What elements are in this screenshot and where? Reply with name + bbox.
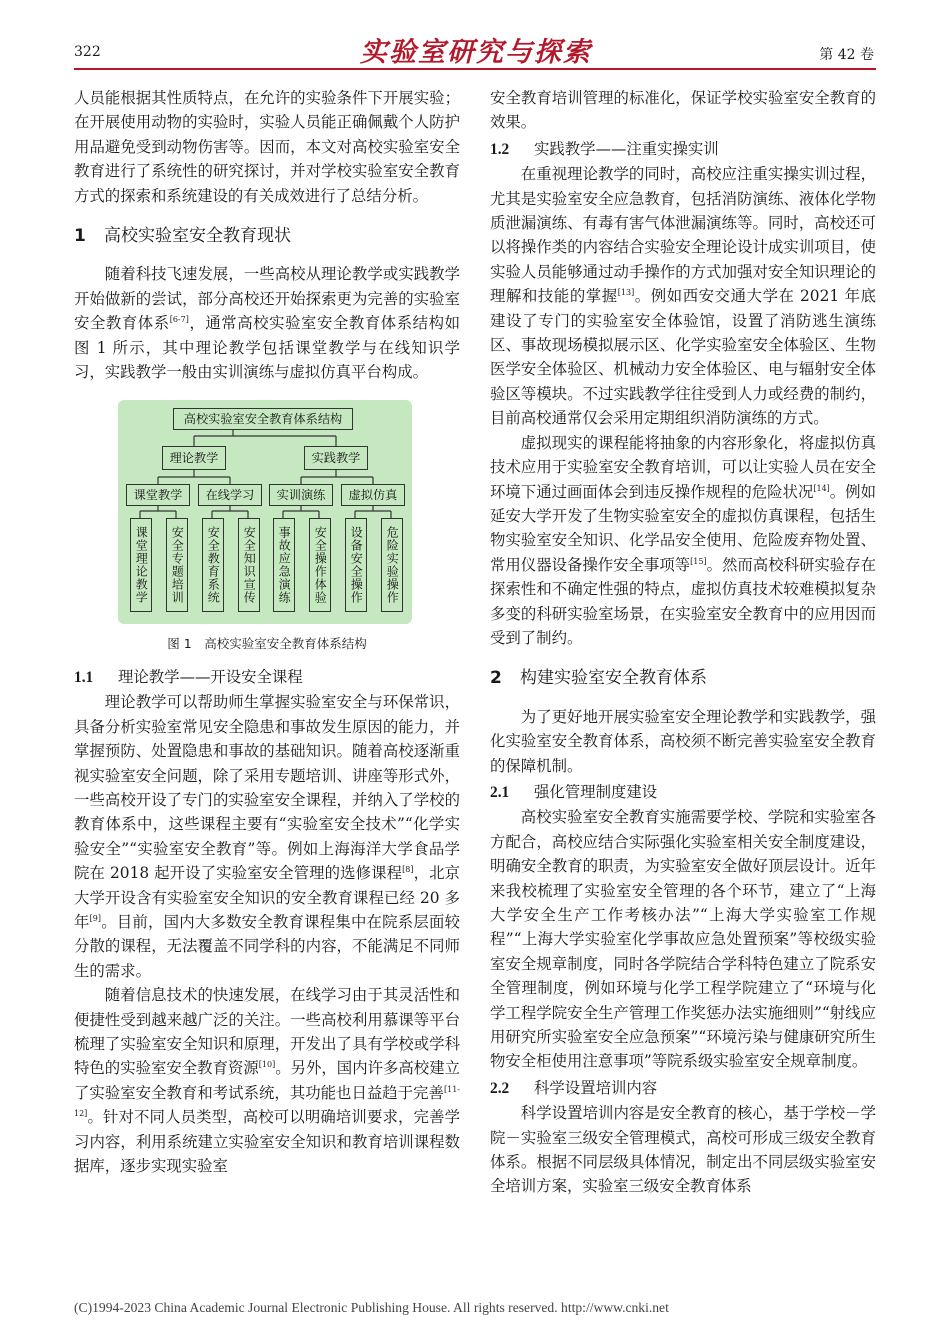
journal-title: 实验室研究与探索 <box>360 37 592 68</box>
paragraph: 随着科技飞速发展，一些高校从理论教学或实践教学开始做新的尝试，部分高校还开始探索更为完善的实验室安全教育体系[6-7]，通常高校实验室安全教育体系结构如图 1 所示，其中理论教学包括课堂教学与在线知识学习，实践教学一般由实训演练与虚拟仿真平台构成。 <box>74 265 460 382</box>
citation: [14] <box>813 483 830 493</box>
citation: [13] <box>617 288 635 298</box>
copyright-footer: (C)1994-2023 China Academic Journal Electronic Publishing House. All rights reserved. http://www.cnki.net <box>74 1300 669 1315</box>
paragraph: 理论教学可以帮助师生掌握实验室安全与环保常识，具备分析实验室常见安全隐患和事故发生原因的能力，并掌握预防、处置隐患和事故的基础知识。随着高校逐渐重视实验室安全问题，除了采用专题培训、讲座等形式外，一些高校开设了专门的实验室安全课程，并纳入了学校的教育体系中，这些课程主要有“实验室安全技术”“化学实验安全”“实验室安全教育”等。例如上海海洋大学食品学院在 2018 起开设了实验室安全管理的选修课程[8]，北京大学开设含有实验室安全知识的安全教育课程已经 20 多年[9]。目前，国内大多数安全教育课程集中在院系层面较分散的课程，无法覆盖不同学科的内容，不能满足不同师生的需求。 <box>74 693 460 980</box>
subsection-number: 2.1 <box>490 783 510 801</box>
intro-paragraph: 人员能根据其性质特点，在允许的实验条件下开展实验；在开展使用动物的实验时，实验人员能正确佩戴个人防护用品避免受到动物伤害等。因而，本文对高校实验室安全教育进行了系统性的研究探讨，并对学校实验室安全教育方式的探索和系统建设的有关成效进行了总结分析。 <box>74 89 460 205</box>
diagram-leaf: 安全操作体验 <box>309 518 331 612</box>
subsection-1-1-heading <box>74 665 460 690</box>
section-title: 高校实验室安全教育现状 <box>104 226 291 247</box>
paragraph: 虚拟现实的课程能将抽象的内容形象化，将虚拟仿真技术应用于实验室安全教育培训，可以让实验人员在安全环境下通过画面体会到违反操作规程的危险状况[14]。例如延安大学开发了生物实验室安全的虚拟仿真课程，包括生物实验室安全知识、化学品安全使用、危险废弃物处置、常用仪器设备操作安全事项等[15]。然而高校科研实验存在探索性和不确定性强的特点，虚拟仿真技术较难模拟复杂多变的科研实验室场景，在实验室安全教育中的应用因而受到了制约。 <box>490 433 876 647</box>
paragraph: 高校实验室安全教育实施需要学校、学院和实验室各方配合，高校应结合实际强化实验室相关安全制度建设，明确安全教育的职责，为实验室安全做好顶层设计。近年来我校梳理了实验室安全管理的各个环节，建立了“上海大学安全生产工作考核办法”“上海大学实验室工作规程”“上海大学实验室化学事故应急处置预案”等校级实验室安全规章制度，同时各学院结合学科特色建立了院系安全管理制度，例如环境与化学工程学院建立了“环境与化学工程学院安全生产管理工作奖惩办法实施细则”“射线应用研究所实验室安全应急预案”“环境污染与健康研究所生物安全柜使用注意事项”等院系级实验室安全规章制度。 <box>490 808 876 1071</box>
citation: [9] <box>89 913 101 923</box>
diagram-leaf: 设备安全操作 <box>345 518 367 612</box>
diagram-root-node: 高校实验室安全教育体系结构 <box>173 408 353 430</box>
citation: [15] <box>690 556 707 566</box>
subsection-number: 2.2 <box>490 1079 510 1097</box>
diagram-leaf: 安全教育系统 <box>202 518 224 612</box>
subsection-2-1-heading <box>490 780 876 805</box>
diagram-node-classroom: 课堂教学 <box>126 484 190 506</box>
citation: [8] <box>402 865 414 874</box>
section-1-heading <box>74 224 460 248</box>
paragraph: 为了更好地开展实验室安全理论教学和实践教学，强化实验室安全教育体系，高校须不断完善实验室安全教育的保障机制。 <box>490 707 876 775</box>
diagram-leaf: 事故应急演练 <box>273 518 295 612</box>
diagram-node-practice: 实践教学 <box>304 446 368 470</box>
paragraph: 安全教育培训管理的标准化，保证学校实验室安全教育的效果。 <box>490 89 876 132</box>
subsection-number: 1.1 <box>74 668 94 686</box>
subsection-title: 理论教学——开设安全课程 <box>118 667 303 686</box>
subsection-title: 实践教学——注重实操实训 <box>534 139 719 158</box>
citation: [6-7] <box>169 315 189 325</box>
subsection-1-2-heading <box>490 137 876 162</box>
section-2-heading <box>490 666 876 690</box>
subsection-title: 科学设置培训内容 <box>534 1078 658 1097</box>
diagram-node-virtual: 虚拟仿真 <box>341 484 405 506</box>
citation: [10] <box>258 1060 276 1070</box>
citation: [11-12] <box>74 1084 460 1119</box>
subsection-title: 强化管理制度建设 <box>534 782 658 801</box>
subsection-number: 1.2 <box>490 140 510 158</box>
paragraph: 科学设置培训内容是安全教育的核心，基于学校－学院－实验室三级安全管理模式，高校可形成三级安全教育体系。根据不同层级具体情况，制定出不同层级实验室安全培训方案，实验室三级安全教育体系 <box>490 1104 876 1196</box>
diagram-node-drill: 实训演练 <box>269 484 333 506</box>
section-title: 构建实验室安全教育体系 <box>520 668 707 689</box>
figure-1-diagram <box>118 400 412 624</box>
section-number: 2 <box>490 668 502 689</box>
diagram-leaf: 安全知识宣传 <box>238 518 260 612</box>
diagram-leaf: 课堂理论教学 <box>130 518 152 612</box>
subsection-2-2-heading <box>490 1076 876 1101</box>
header-rule <box>74 68 876 70</box>
paragraph: 在重视理论教学的同时，高校应注重实操实训过程，尤其是实验室安全应急教育，包括消防演练、液体化学物质泄漏演练、有毒有害气体泄漏演练等。同时，高校还可以将操作类的内容结合实验安全理论设计成实训项目，使实验人员能够通过动手操作的方式加强对安全知识理论的理解和技能的掌握[13]。例如西安交通大学在 2021 年底建设了专门的实验室安全体验馆，设置了消防逃生演练区、事故现场模拟展示区、化学实验室安全体验区、生物医学安全体验区、机械动力安全体验区、电与辐射安全体验区等模块。不过实践教学往往受到人力或经费的制约，目前高校通常仅会采用定期组织消防演练的方式。 <box>490 165 876 428</box>
diagram-node-online: 在线学习 <box>198 484 262 506</box>
left-column <box>74 86 460 1178</box>
paragraph: 随着信息技术的快速发展，在线学习由于其灵活性和便捷性受到越来越广泛的关注。一些高校利用慕课等平台梳理了实验室安全知识和原理，开发出了具有学校或学科特色的实验室安全教育资源[10]。另外，国内许多高校建立了实验室安全教育和考试系统，其功能也日益趋于完善[11-12]。针对不同人员类型，高校可以明确培训要求，完善学习内容，利用系统建立实验室安全知识和教育培训课程数据库，逐步实现实验室 <box>74 986 460 1175</box>
volume-label: 第 42 卷 <box>819 47 874 63</box>
page-number: 322 <box>74 44 101 60</box>
diagram-leaf: 危险实验操作 <box>381 518 403 612</box>
figure-caption: 图 1 高校实验室安全教育体系结构 <box>167 636 367 652</box>
right-column <box>490 86 876 1199</box>
diagram-node-theory: 理论教学 <box>162 446 226 470</box>
section-number: 1 <box>74 226 86 247</box>
diagram-leaf: 安全专题培训 <box>166 518 188 612</box>
